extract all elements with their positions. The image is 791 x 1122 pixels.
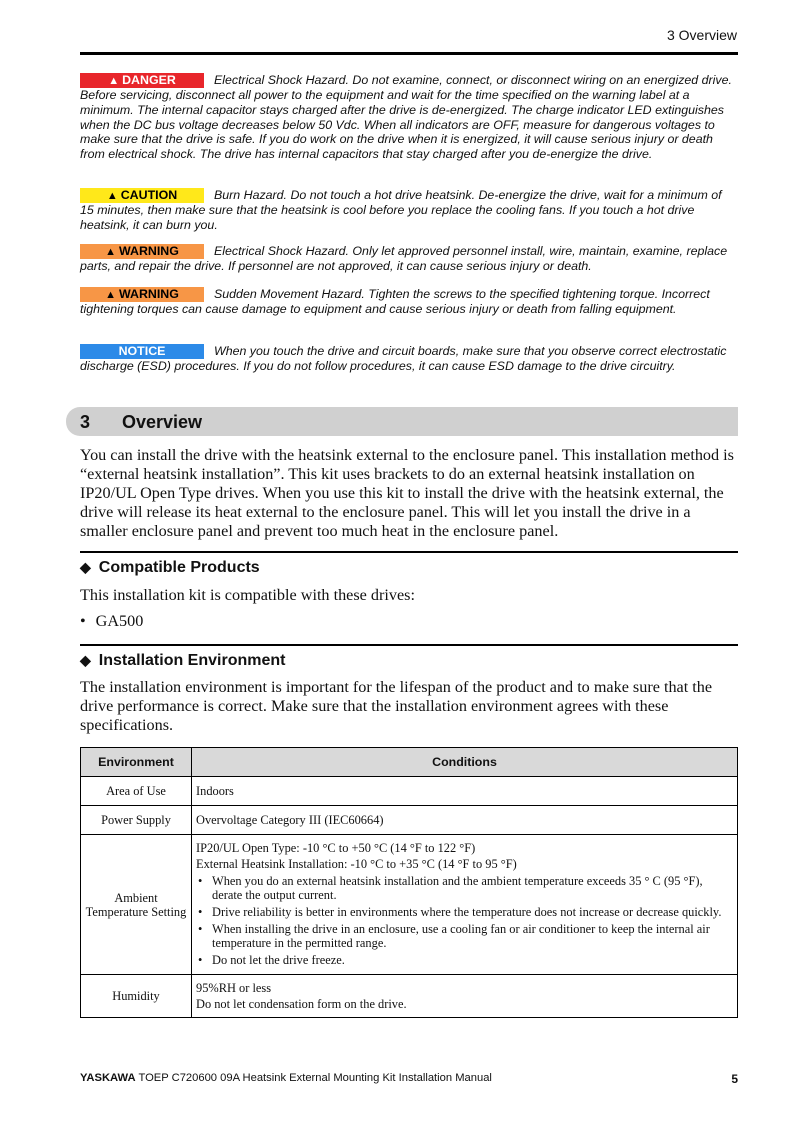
warning-notice-electrical — [80, 244, 738, 274]
condition-line: External Heatsink Installation: -10 °C to +35 °C (14 °F to 95 °F) — [196, 857, 517, 871]
env-cell: Area of Use — [81, 777, 192, 806]
env-cell: Ambient Temperature Setting — [81, 835, 192, 975]
condition-line: IP20/UL Open Type: -10 °C to +50 °C (14 °F to 122 °F) — [196, 841, 476, 855]
table-row — [81, 777, 738, 806]
running-header: 3 Overview — [666, 27, 737, 43]
env-cell: Humidity — [81, 975, 192, 1018]
notice-esd — [80, 344, 738, 374]
subsection-rule — [80, 644, 738, 646]
danger-label: ▲ DANGER — [80, 73, 204, 88]
warning-triangle-icon: ▲ — [105, 289, 116, 301]
warning-text: Electrical Shock Hazard. Only let approved personnel install, wire, maintain, examine, replace parts, and repair the drive. If personnel are not approved, it can cause serious injury or death. — [80, 244, 728, 273]
section-number: 3 — [80, 412, 91, 432]
conditions-cell: Overvoltage Category III (IEC60664) — [192, 806, 738, 835]
table-row — [81, 835, 738, 975]
danger-text: Electrical Shock Hazard. Do not examine, connect, or disconnect wiring on an energized drive. Before servicing, disconnect all power to the equipment and wait for the time specified on the warning label at a minimum. The internal capacitor stays charged after the drive is de-energized. The charge indicator LED extinguishes when the DC bus voltage decreases below 50 Vdc. When all indicators are OFF, measure for dangerous voltages to make sure that the drive is safe. If you do work on the drive when it is energized, it will cause serious injury or death from electrical shock. The drive has internal capacitors that stay charged after you de-energize the drive. — [80, 73, 732, 162]
footer-document-title — [80, 1072, 492, 1084]
overview-paragraph: You can install the drive with the heatsink external to the enclosure panel. This installation method is “external heatsink installation”. This kit uses brackets to do an external heatsink installation on IP20/UL Open Type drives. When you use this kit to install the drive with the heatsink external, the drive will release its heat external to the enclosure panel. This will let you install the drive in a smaller enclosure panel and prevent too much heat in the enclosure panel. — [80, 446, 734, 540]
notice-text: When you touch the drive and circuit boards, make sure that you observe correct electrostatic discharge (ESD) procedures. If you do not follow procedures, it can cause ESD damage to the drive circuitry. — [80, 344, 727, 373]
table-row — [81, 806, 738, 835]
installation-environment-heading: ◆ Installation Environment — [80, 652, 286, 669]
table-row — [81, 975, 738, 1018]
environment-paragraph: The installation environment is important for the lifespan of the product and to make sure that the drive performance is correct. Make sure that the installation environment agrees with these specifications. — [80, 678, 713, 734]
subsection-rule — [80, 551, 738, 553]
caution-notice — [80, 188, 738, 233]
conditions-cell: Indoors — [192, 777, 738, 806]
diamond-bullet-icon: ◆ — [80, 652, 91, 668]
danger-notice — [80, 73, 738, 162]
footer-brand: YASKAWA — [80, 1072, 136, 1084]
warning-label: ▲ WARNING — [80, 244, 204, 259]
footer-doc: TOEP C720600 09A Heatsink External Mounting Kit Installation Manual — [138, 1072, 492, 1084]
section-title: Overview — [122, 412, 203, 432]
conditions-cell — [192, 835, 738, 975]
compatible-products-heading: ◆ Compatible Products — [80, 559, 260, 576]
compatible-list-item: • GA500 — [80, 612, 144, 630]
table-header-conditions: Conditions — [192, 748, 738, 777]
conditions-cell — [192, 975, 738, 1018]
warning-notice-movement — [80, 287, 738, 317]
compatible-text: This installation kit is compatible with these drives: — [80, 586, 415, 604]
environment-table — [80, 747, 738, 1018]
condition-bullet: • When you do an external heatsink installation and the ambient temperature exceeds 35 ° C (95 °F), derate the output current. — [196, 874, 733, 902]
warning-triangle-icon: ▲ — [105, 246, 116, 258]
warning-triangle-icon: ▲ — [108, 75, 120, 87]
condition-bullet: • When installing the drive in an enclosure, use a cooling fan or air conditioner to keep the internal air temperature in the permitted range. — [196, 922, 733, 950]
diamond-bullet-icon: ◆ — [80, 559, 91, 575]
warning-label: ▲ WARNING — [80, 287, 204, 302]
header-rule — [80, 52, 738, 55]
condition-line: Do not let condensation form on the drive. — [196, 997, 407, 1011]
warning-text: Sudden Movement Hazard. Tighten the screws to the specified tightening torque. Incorrect tightening torques can cause damage to equipment and cause serious injury or death from falling equipment. — [80, 287, 710, 316]
condition-line: 95%RH or less — [196, 981, 272, 995]
notice-label: NOTICE — [80, 344, 204, 359]
caution-text: Burn Hazard. Do not touch a hot drive heatsink. De-energize the drive, wait for a minimum of 15 minutes, then make sure that the heatsink is cool before you replace the cooling fans. If you touch a hot drive heatsink, it can burn you. — [80, 188, 722, 232]
caution-label: ▲ CAUTION — [80, 188, 204, 203]
condition-bullet: • Do not let the drive freeze. — [196, 953, 733, 967]
warning-triangle-icon: ▲ — [106, 190, 118, 202]
env-cell: Power Supply — [81, 806, 192, 835]
condition-bullet: • Drive reliability is better in environments where the temperature does not increase or decrease quickly. — [196, 905, 733, 919]
table-header-environment: Environment — [81, 748, 192, 777]
page-number: 5 — [731, 1072, 738, 1086]
